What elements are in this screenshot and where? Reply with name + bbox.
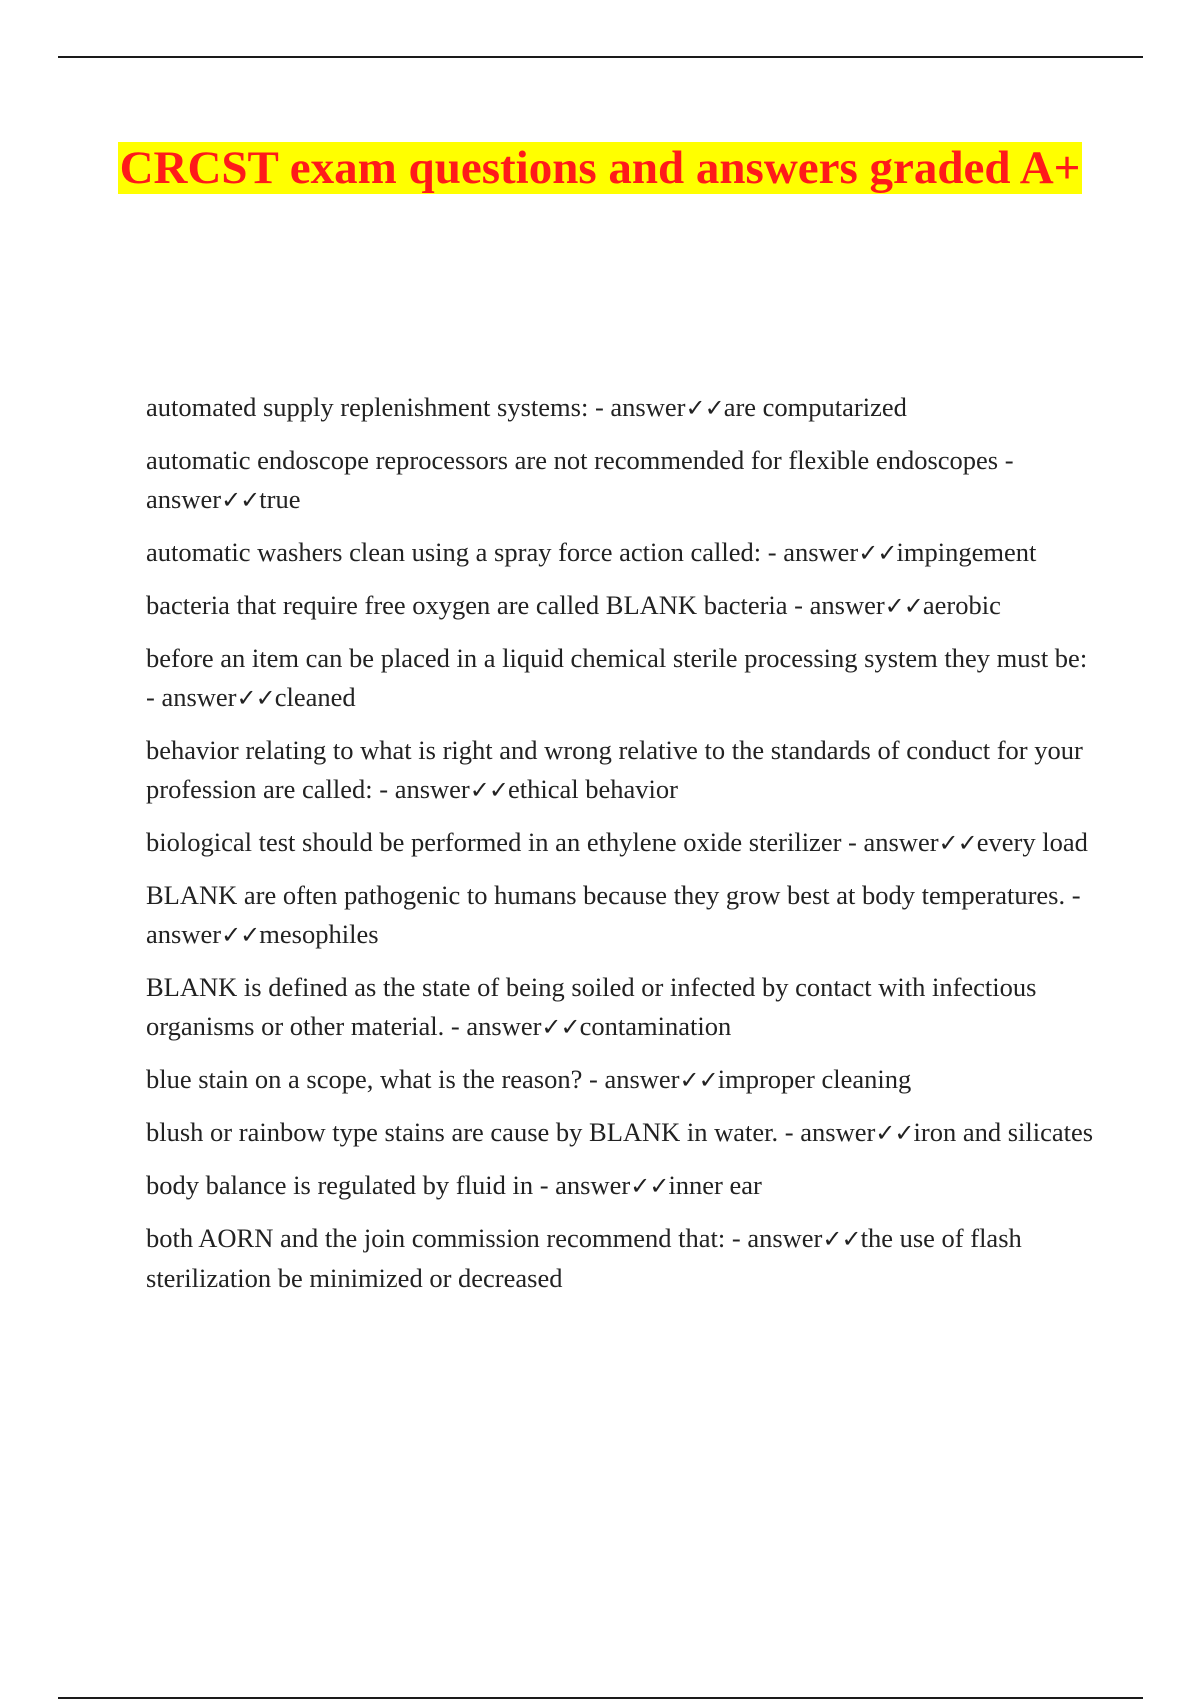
answer-text: inner ear — [668, 1170, 762, 1200]
qa-item — [146, 441, 1096, 520]
check-marks: ✓✓ — [875, 1119, 914, 1147]
qa-list — [146, 388, 1096, 1311]
top-rule — [58, 56, 1143, 58]
qa-item — [146, 1113, 1096, 1153]
question-text: BLANK are often pathogenic to humans because they grow best at body temperatures. - answer — [146, 880, 1081, 949]
question-text: behavior relating to what is right and wrong relative to the standards of conduct for your profession are called: - answer — [146, 735, 1083, 804]
check-marks: ✓✓ — [469, 776, 508, 804]
question-text: bacteria that require free oxygen are called BLANK bacteria - answer — [146, 590, 885, 620]
check-marks: ✓✓ — [630, 1172, 669, 1200]
qa-item — [146, 1219, 1096, 1298]
qa-item — [146, 1060, 1096, 1100]
question-text: before an item can be placed in a liquid chemical sterile processing system they must be: - answer — [146, 643, 1088, 712]
answer-text: are computarized — [723, 392, 907, 422]
check-marks: ✓✓ — [938, 829, 977, 857]
answer-text: cleaned — [274, 682, 356, 712]
check-marks: ✓✓ — [685, 394, 724, 422]
qa-item — [146, 639, 1096, 718]
check-marks: ✓✓ — [541, 1013, 580, 1041]
question-text: blush or rainbow type stains are cause by BLANK in water. - answer — [146, 1117, 876, 1147]
title-highlight: CRCST exam questions and answers graded A+ — [119, 142, 1081, 194]
question-text: body balance is regulated by fluid in - answer — [146, 1170, 631, 1200]
check-marks: ✓✓ — [679, 1066, 718, 1094]
answer-text: true — [259, 484, 301, 514]
qa-item — [146, 388, 1096, 428]
answer-text: iron and silicates — [913, 1117, 1094, 1147]
answer-text: every load — [976, 827, 1088, 857]
answer-text: mesophiles — [259, 919, 379, 949]
check-marks: ✓✓ — [221, 486, 260, 514]
check-marks: ✓✓ — [858, 539, 897, 567]
qa-item — [146, 968, 1096, 1047]
qa-item — [146, 586, 1096, 626]
question-text: automated supply replenishment systems: - answer — [146, 392, 686, 422]
check-marks: ✓✓ — [221, 921, 260, 949]
question-text: BLANK is defined as the state of being soiled or infected by contact with infectious organisms or other material. - answer — [146, 972, 1037, 1041]
qa-item — [146, 1166, 1096, 1206]
question-text: both AORN and the join commission recommend that: - answer — [146, 1223, 823, 1253]
document-title — [100, 140, 1100, 196]
answer-text: aerobic — [922, 590, 1001, 620]
question-text: automatic endoscope reprocessors are not recommended for flexible endoscopes - answer — [146, 445, 1014, 514]
question-text: blue stain on a scope, what is the reason? - answer — [146, 1064, 680, 1094]
question-text: automatic washers clean using a spray force action called: - answer — [146, 537, 859, 567]
answer-text: ethical behavior — [507, 774, 678, 804]
answer-text: the use of flash sterilization be minimized or decreased — [146, 1223, 1022, 1293]
qa-item — [146, 731, 1096, 810]
qa-item — [146, 823, 1096, 863]
qa-item — [146, 876, 1096, 955]
answer-text: improper cleaning — [717, 1064, 912, 1094]
check-marks: ✓✓ — [822, 1225, 861, 1253]
answer-text: impingement — [896, 537, 1037, 567]
question-text: biological test should be performed in an ethylene oxide sterilizer - answer — [146, 827, 939, 857]
check-marks: ✓✓ — [236, 684, 275, 712]
qa-item — [146, 533, 1096, 573]
bottom-rule — [58, 1697, 1143, 1699]
answer-text: contamination — [579, 1011, 732, 1041]
check-marks: ✓✓ — [884, 592, 923, 620]
